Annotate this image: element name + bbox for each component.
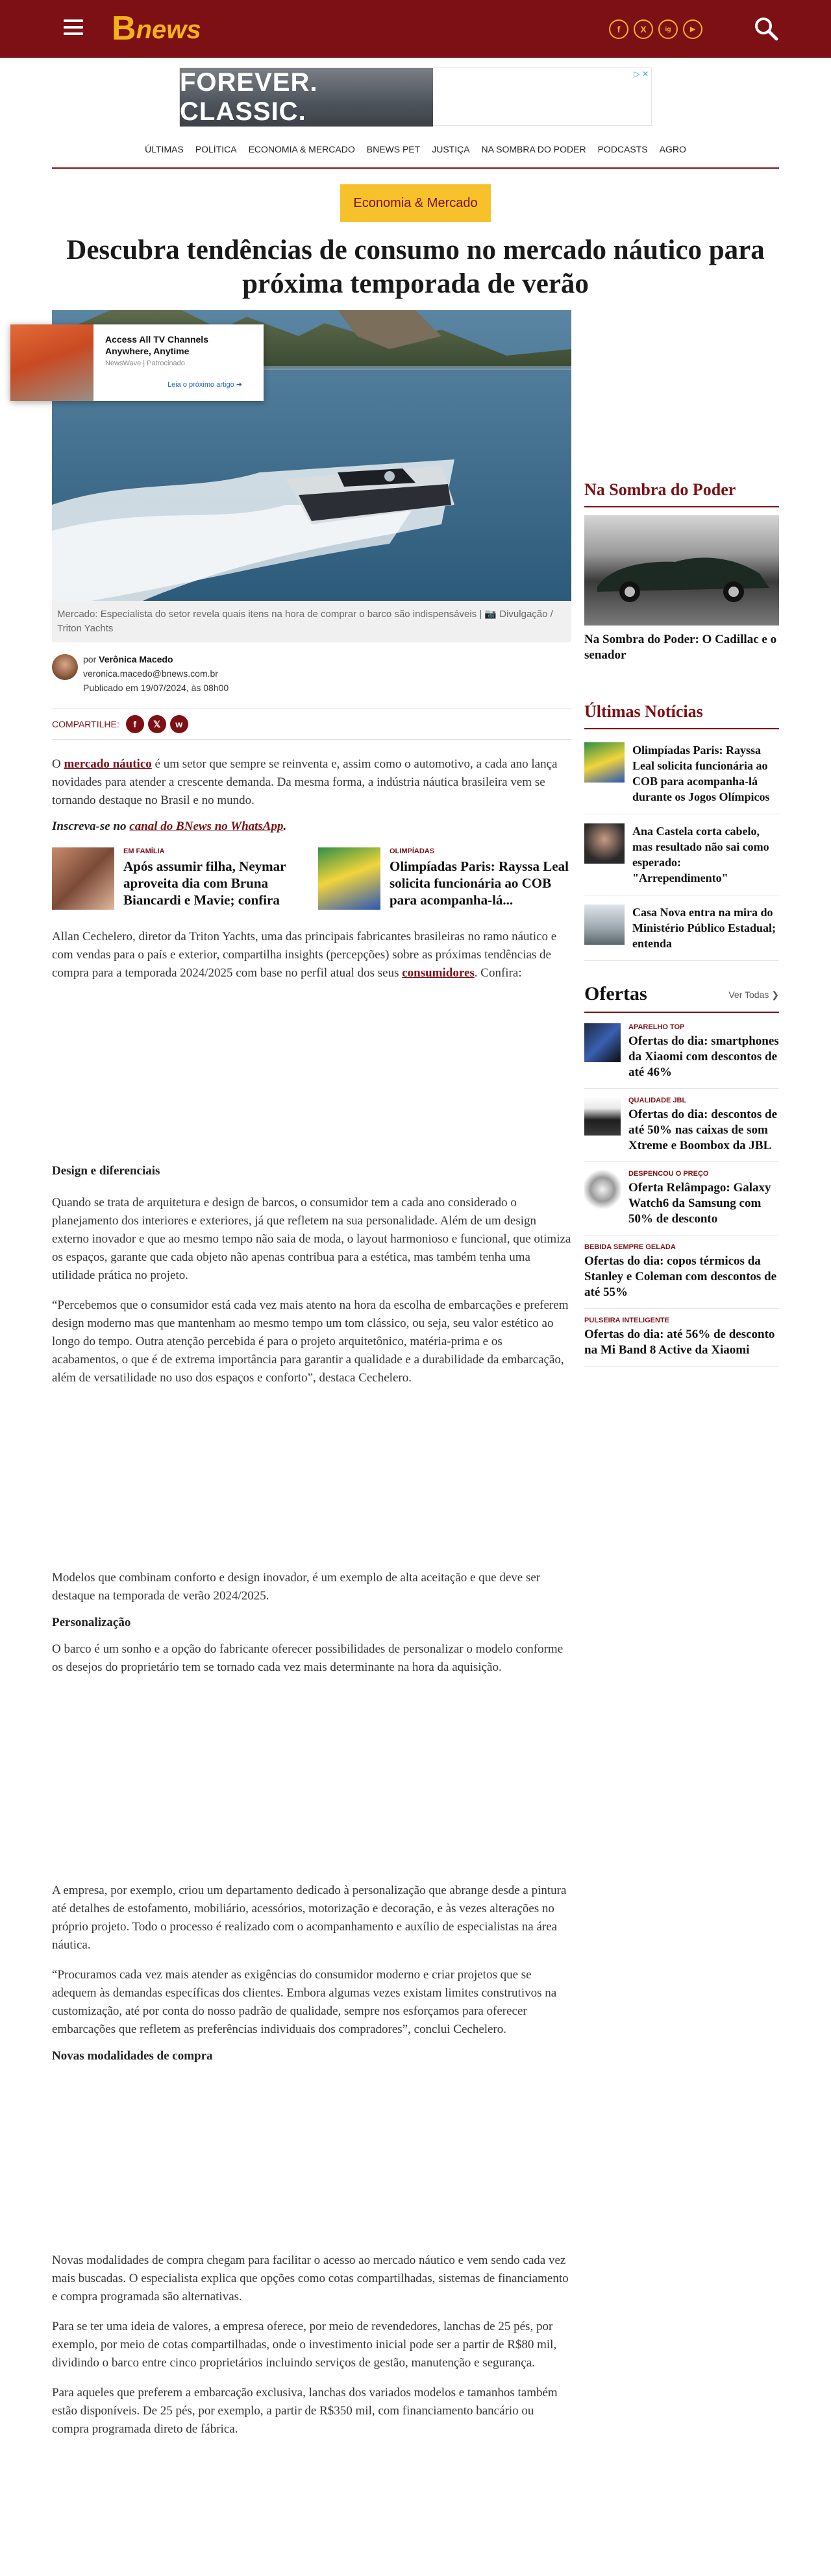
section-title-ultimas[interactable]: Últimas Notícias [584, 702, 779, 729]
paragraph: “Percebemos que o consumidor está cada vez mais atento na hora da escolha de embarcações e preferem design moderno mas que mantenham ao mesmo tempo um tom clássico, ou seja, seu valor estético ao longo do tempo. Outra atenção percebida é para o projeto arquitetônico, matéria-prima e os acabamentos, o que é de extrema importância para garantir a qualidade e a durabilidade da embarcação, além de versatilidade no uso dos espaços e conforto”, destaca Cechelero. [52, 1298, 569, 1385]
author-name[interactable]: Verônica Macedo [99, 654, 173, 664]
nav-bnews-pet[interactable]: BNEWS PET [366, 144, 421, 154]
ad-thumb [10, 324, 93, 401]
related-thumb [318, 847, 380, 910]
floating-sponsored-ad[interactable]: Access All TV Channels Anywhere, Anytime NewsWave | Patrocinado Leia o próximo artigo ➜ [10, 324, 264, 401]
nav-divider [52, 167, 779, 169]
top-banner-ad[interactable] [179, 67, 652, 126]
news-thumb [584, 905, 625, 945]
sidebar [584, 310, 779, 1367]
publish-date: Publicado em 19/07/2024, às 08h00 [83, 683, 229, 693]
x-icon[interactable]: X [634, 19, 653, 39]
section-title-sombra[interactable]: Na Sombra do Poder [584, 480, 779, 507]
paragraph: A empresa, por exemplo, criou um departamento dedicado à personalização que abrange desde a pintura até detalhes de estofamento, mobiliário, acessórios, motorização e decoração, e às vezes alterações no próprio projeto. Todo o processo é realizado com o acompanhamento e auxílio de especialistas na área náutica. [52, 1884, 567, 1952]
offer-item[interactable]: BEBIDA SEMPRE GELADA Ofertas do dia: copos térmicos da Stanley e Coleman com descontos de até 55% [584, 1235, 779, 1309]
article-title: Descubra tendências de consumo no mercado náutico para próxima temporada de verão [66, 235, 765, 299]
article-body [52, 310, 571, 2438]
offers-header [584, 983, 779, 1013]
share-bar: COMPARTILHE: f 𝕏 w [52, 709, 571, 740]
paragraph: Para aqueles que preferem a embarcação exclusiva, lanchas dos variados modelos e tamanhos também estão disponíveis. De 25 pés, por exemplo, a partir de R$350 mil, com financiamento bancário ou compra programada direto de fábrica. [52, 2386, 558, 2436]
link-consumidores[interactable]: consumidores [402, 966, 475, 980]
share-whatsapp-icon[interactable]: w [170, 715, 188, 733]
author-email[interactable]: veronica.macedo@bnews.com.br [83, 668, 218, 679]
menu-icon[interactable] [64, 19, 83, 36]
offers-list [584, 1015, 779, 1367]
related-articles [52, 847, 571, 910]
offer-item[interactable]: PULSEIRA INTELIGENTE Ofertas do dia: até 56% de desconto na Mi Band 8 Active da Xiaomi [584, 1309, 779, 1367]
list-item[interactable]: Olimpíadas Paris: Rayssa Leal solicita funcionária ao COB para acompanha-lá durante os Jogos Olímpicos [584, 733, 779, 814]
subheading-modalidades: Novas modalidades de compra [52, 2049, 213, 2063]
social-links [609, 19, 702, 39]
share-facebook-icon[interactable]: f [126, 715, 144, 733]
site-header [0, 0, 831, 58]
nav-justica[interactable]: JUSTIÇA [432, 144, 470, 154]
section-title-ofertas: Ofertas [584, 983, 647, 1004]
offer-item[interactable]: APARELHO TOP Ofertas do dia: smartphones da Xiaomi com descontos de até 46% [584, 1015, 779, 1089]
chevron-right-icon: ❯ [771, 990, 779, 1000]
nav-agro[interactable]: AGRO [659, 144, 686, 154]
related-card[interactable]: OLIMPÍADAS Olimpíadas Paris: Rayssa Leal solicita funcionária ao COB para acompanha-lá... [318, 847, 571, 910]
nav-ultimas[interactable]: ÚLTIMAS [145, 144, 184, 154]
subheading-design: Design e diferenciais [52, 1164, 160, 1178]
nav-sombra-poder[interactable]: NA SOMBRA DO PODER [481, 144, 586, 154]
list-item[interactable]: Casa Nova entra na mira do Ministério Público Estadual; entenda [584, 895, 779, 961]
paragraph: Modelos que combinam conforto e design inovador, é um exemplo de alta aceitação e que deve ser destaque na temporada de verão 2024/2025. [52, 1571, 541, 1603]
news-thumb [584, 742, 625, 783]
site-logo[interactable]: B news [112, 10, 201, 47]
paragraph: O barco é um sonho e a opção do fabricante oferecer possibilidades de personalizar o modelo conforme os desejos do proprietário tem se tornado cada vez mais determinante na hora da aquisição. [52, 1642, 564, 1674]
latest-news-list [584, 733, 779, 961]
offer-thumb [584, 1170, 621, 1209]
offer-item[interactable]: QUALIDADE JBL Ofertas do dia: descontos de até 50% nas caixas de som Xtreme e Boombox da JBL [584, 1089, 779, 1162]
intro-paragraph: O mercado náutico é um setor que sempre se reinventa e, assim como o automotivo, a cada ano lança novidades para atender a crescente demanda. Da mesma forma, a indústria náutica brasileira vem se tornando destaque no Brasil e no mundo. [52, 757, 558, 807]
sombra-image [584, 515, 779, 626]
paragraph: Quando se trata de arquitetura e design de barcos, o consumidor tem a cada ano considerado o planejamento dos interiores e exteriores, já que refletem na sua personalidade. Além de um design externo inovador e que ao mesmo tempo não saia de moda, o layout harmonioso e funcional, que otimiza os espaços, garante que cada objeto não apenas contribua para a estética, mas também tenha uma utilidade prática no projeto. [52, 1196, 571, 1282]
paragraph: “Procuramos cada vez mais atender as exigências do consumidor moderno e criar projetos que se adequem às demandas específicas dos clientes. Embora algumas vezes existam limites construtivos na customização, até por conta do nosso padrão de qualidade, sempre nos esforçamos para oferecer embarcações que refletem as preferências individuais dos compradores”, conclui Cechelero. [52, 1968, 557, 2036]
category-badge[interactable]: Economia & Mercado [340, 184, 491, 222]
ver-todas-link[interactable]: Ver Todas ❯ [728, 990, 779, 1000]
link-whatsapp-channel[interactable]: canal do BNews no WhatsApp [129, 820, 284, 833]
link-mercado-nautico[interactable]: mercado náutico [64, 757, 152, 771]
nav-politica[interactable]: POLÍTICA [195, 144, 237, 154]
offer-item[interactable]: DESPENCOU O PREÇO Oferta Relâmpago: Galaxy Watch6 da Samsung com 50% de desconto [584, 1162, 779, 1235]
subheading-personalizacao: Personalização [52, 1616, 131, 1629]
search-icon[interactable] [753, 16, 779, 42]
share-x-icon[interactable]: 𝕏 [148, 715, 166, 733]
author-avatar [52, 654, 78, 680]
sombra-card[interactable]: Na Sombra do Poder: O Cadillac e o senador [584, 515, 779, 663]
news-thumb [584, 823, 625, 864]
author-block: por Verônica Macedo veronica.macedo@bnews.com.br Publicado em 19/07/2024, às 08h00 [52, 650, 571, 709]
whatsapp-cta: Inscreva-se no canal do BNews no WhatsApp. [52, 820, 287, 833]
list-item[interactable]: Ana Castela corta cabelo, mas resultado não sai como esperado: "Arrependimento" [584, 814, 779, 895]
main-nav [0, 144, 831, 154]
offer-thumb [584, 1097, 621, 1136]
facebook-icon[interactable]: f [609, 19, 628, 39]
paragraph: Allan Cechelero, diretor da Triton Yachts, uma das principais fabricantes brasileiras no ramo náutico e com vendas para o país e exterior, compartilha insights (percepções) sobre as próximas tendências de compra para a temporada 2024/2025 com base no perfil atual dos seus consumidores. Confira: [52, 930, 557, 980]
paragraph: Novas modalidades de compra chegam para facilitar o acesso ao mercado náutico e vem sendo cada vez mais buscadas. O especialista explica que opções como cotas compartilhadas, sistemas de financiamento e compra programada são alternativas. [52, 2254, 569, 2303]
instagram-icon[interactable]: ig [658, 19, 678, 39]
related-thumb [52, 847, 114, 910]
offer-thumb [584, 1023, 621, 1062]
nav-economia[interactable]: ECONOMIA & MERCADO [248, 144, 355, 154]
image-caption: Mercado: Especialista do setor revela quais itens na hora de comprar o barco são indispensáveis | 📷 Divulgação / Triton Yachts [52, 601, 571, 642]
ad-choices-icon[interactable]: ▷ ✕ [634, 69, 649, 79]
nav-podcasts[interactable]: PODCASTS [597, 144, 648, 154]
paragraph: Para se ter uma ideia de valores, a empresa oferece, por meio de revendedores, lanchas de 25 pés, por exemplo, por meio de cotas compartilhadas, onde o investimento inicial pode ser a partir de R$80 mil, dividindo o barco entre cinco proprietários incluindo serviços de gestão, manutenção e segurança. [52, 2320, 557, 2370]
youtube-icon[interactable]: ▶ [683, 19, 702, 39]
ad-image: FOREVER. CLASSIC. [180, 68, 433, 127]
next-article-link[interactable]: Leia o próximo artigo ➜ [167, 381, 242, 389]
related-card[interactable]: EM FAMÍLIA Após assumir filha, Neymar aproveita dia com Bruna Biancardi e Mavie; confira [52, 847, 305, 910]
